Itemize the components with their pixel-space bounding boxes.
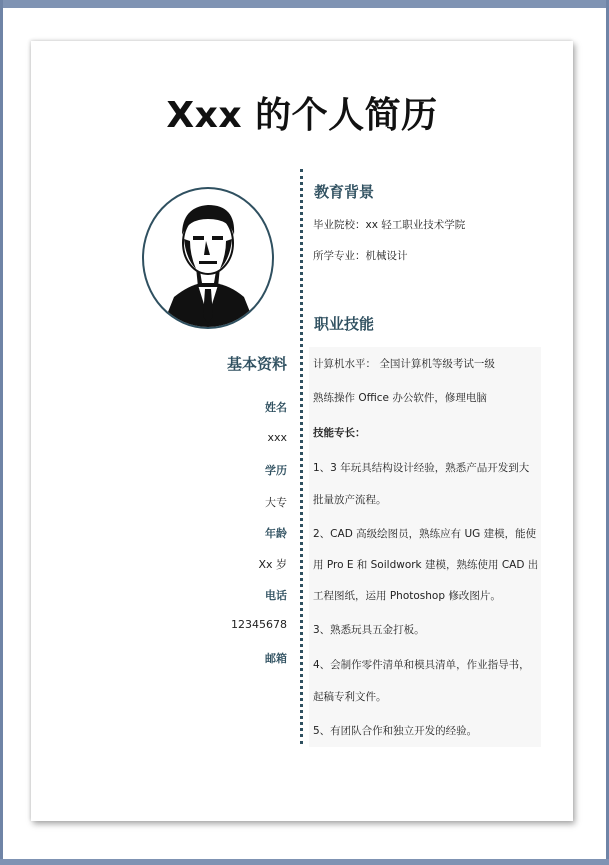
specialty-label: 技能专长： [313,427,366,439]
window-top-border [0,0,609,8]
education-label: 学历 [265,464,287,477]
skill-item-2-line-2: 用 Pro E 和 Soildwork 建模，熟练使用 CAD 出 [313,559,539,571]
email-label: 邮箱 [265,652,287,665]
column-divider [300,169,303,744]
skill-item-3: 3、熟悉玩具五金打板。 [313,624,425,636]
skill-item-1-line-1: 1、3 年玩具结构设计经验，熟悉产品开发到大 [313,462,530,474]
skill-item-1-line-2: 批量放产流程。 [313,494,387,506]
window-bottom-border [0,859,609,865]
resume-title: Xxx 的个人简历 [166,95,438,136]
skills-panel [309,347,541,747]
resume-page[interactable] [31,41,573,821]
phone-label: 电话 [265,589,287,602]
skills-heading: 职业技能 [314,315,375,333]
portrait-icon [144,189,272,327]
age-label: 年龄 [265,527,287,540]
computer-level-line: 计算机水平： 全国计算机等级考试一级 [313,358,495,370]
skill-item-5: 5、有团队合作和独立开发的经验。 [313,725,478,737]
skill-item-2-line-1: 2、CAD 高级绘图员，熟练应有 UG 建模，能使 [313,528,537,540]
education-value: 大专 [265,496,287,509]
office-line: 熟练操作 Office 办公软件，修理电脑 [313,392,487,404]
age-value: Xx 岁 [258,558,287,571]
major-line: 所学专业：机械设计 [313,250,408,262]
skill-item-4-line-2: 起稿专利文件。 [313,691,387,703]
name-value: xxx [267,431,287,444]
skill-item-2-line-3: 工程图纸，运用 Photoshop 修改图片。 [313,590,501,602]
name-label: 姓名 [265,401,287,414]
profile-photo [142,187,274,329]
skill-item-4-line-1: 4、会制作零件清单和模具清单，作业指导书， [313,659,530,671]
document-canvas[interactable] [3,8,606,859]
phone-value: 12345678 [231,618,287,631]
basic-info-heading: 基本资料 [227,355,288,373]
education-heading: 教育背景 [314,183,375,201]
school-line: 毕业院校：xx 轻工职业技术学院 [313,219,466,231]
